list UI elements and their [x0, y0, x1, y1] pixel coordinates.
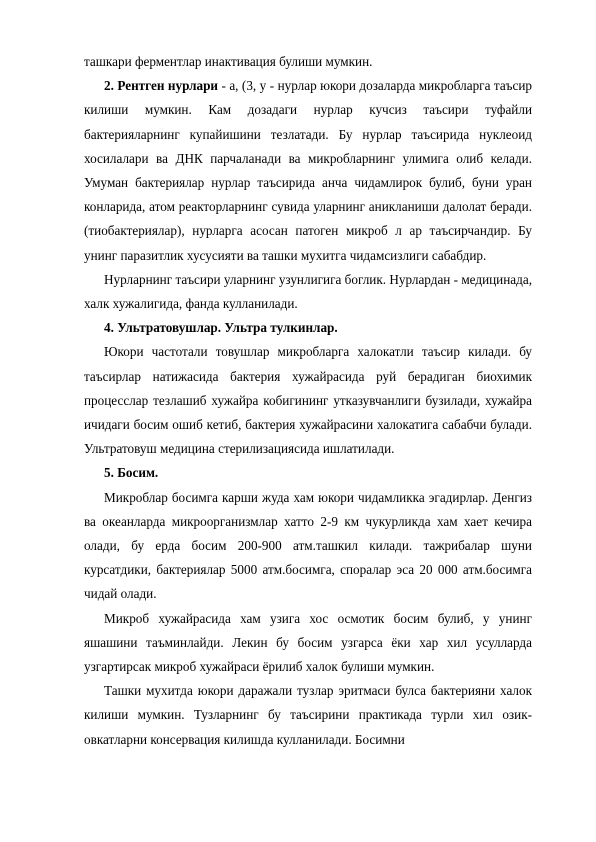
section-heading-pressure: 5. Босим. — [104, 465, 159, 481]
paragraph-salts: Ташки мухитда юкори даражали тузлар эритмаси булса бактерияни халок килиши мумкин. Тузларнинг бу таъсирини практикада турли хил озик-овкатларни консервация килишда кулланилади. Босимни — [84, 683, 532, 747]
paragraph-osmotic-pressure: Микроб хужайрасида хам узига хос осмотик босим булиб, у унинг яшашини таъминлайди. Лекин бу босим узгарса ёки хар хил усулларда узгартирсак микроб хужайраси ёрилиб халок булиши мумкин. — [84, 610, 532, 675]
xray-heading: 2. Рентген нурлари — [104, 78, 219, 94]
paragraph-continuation: ташкари ферментлар инактивация булиши мумкин. — [84, 54, 373, 69]
paragraph-ultrasound: Юкори частотали товушлар микробларга халокатли таъсир килади. бу таъсирлар натижасида бактерия хужайрасида руй берадиган биохимик процесслар тезлашиб хужайра кобигининг утказувчанлиги бузилади, хужайра ичидаги босим ошиб кетиб, бактерия хужайрасини халокатига сабабчи булади. Ультратовуш медицина стерилизациясида ишлатилади. — [84, 344, 532, 457]
paragraph-pressure: Микроблар босимга карши жуда хам юкори чидамликка эгадирлар. Денгиз ва океанларда микроорганизмлар хатто 2-9 км чукурликда хам хает кечира олади, бу ерда босим 200-900 атм.ташкил килади. тажрибалар шуни курсатдики, бактериялар 5000 атм.босимга, споралар эса 20 000 атм.босимга чидай олади. — [84, 489, 532, 602]
document-page — [84, 50, 532, 752]
paragraph-rays-usage: Нурларнинг таъсири уларнинг узунлигига боглик. Нурлардан - медицинада, халк хужалигида, фанда кулланилади. — [84, 271, 533, 312]
xray-body: - a, (3, у - нурлар юкори дозаларда микробларга таъсир килиши мумкин. Кам дозадаги нурлар кучсиз таъсири туфайли бактерияларнинг купайишини тезлатади. Бу нурлар таъсирида нуклеоид хосилалари ва ДНК парчаланади ва микробларнинг улимига олиб келади. Умуман бактериялар нурлар таъсирида анча чидамлирок булиб, буни уран конларида, атом реакторларнинг сувида уларнинг аникланиши далолат беради. (тиобактериялар), нурларга асосан патоген микроб л ар таъсирчандир. Бу унинг паразитлик хусусияти ва ташки мухитга чидамсизлиги сабабдир. — [84, 78, 532, 263]
section-heading-ultrasound: 4. Ультратовушлар. Ультра тулкинлар. — [104, 320, 338, 336]
paragraph-xray — [84, 74, 532, 268]
